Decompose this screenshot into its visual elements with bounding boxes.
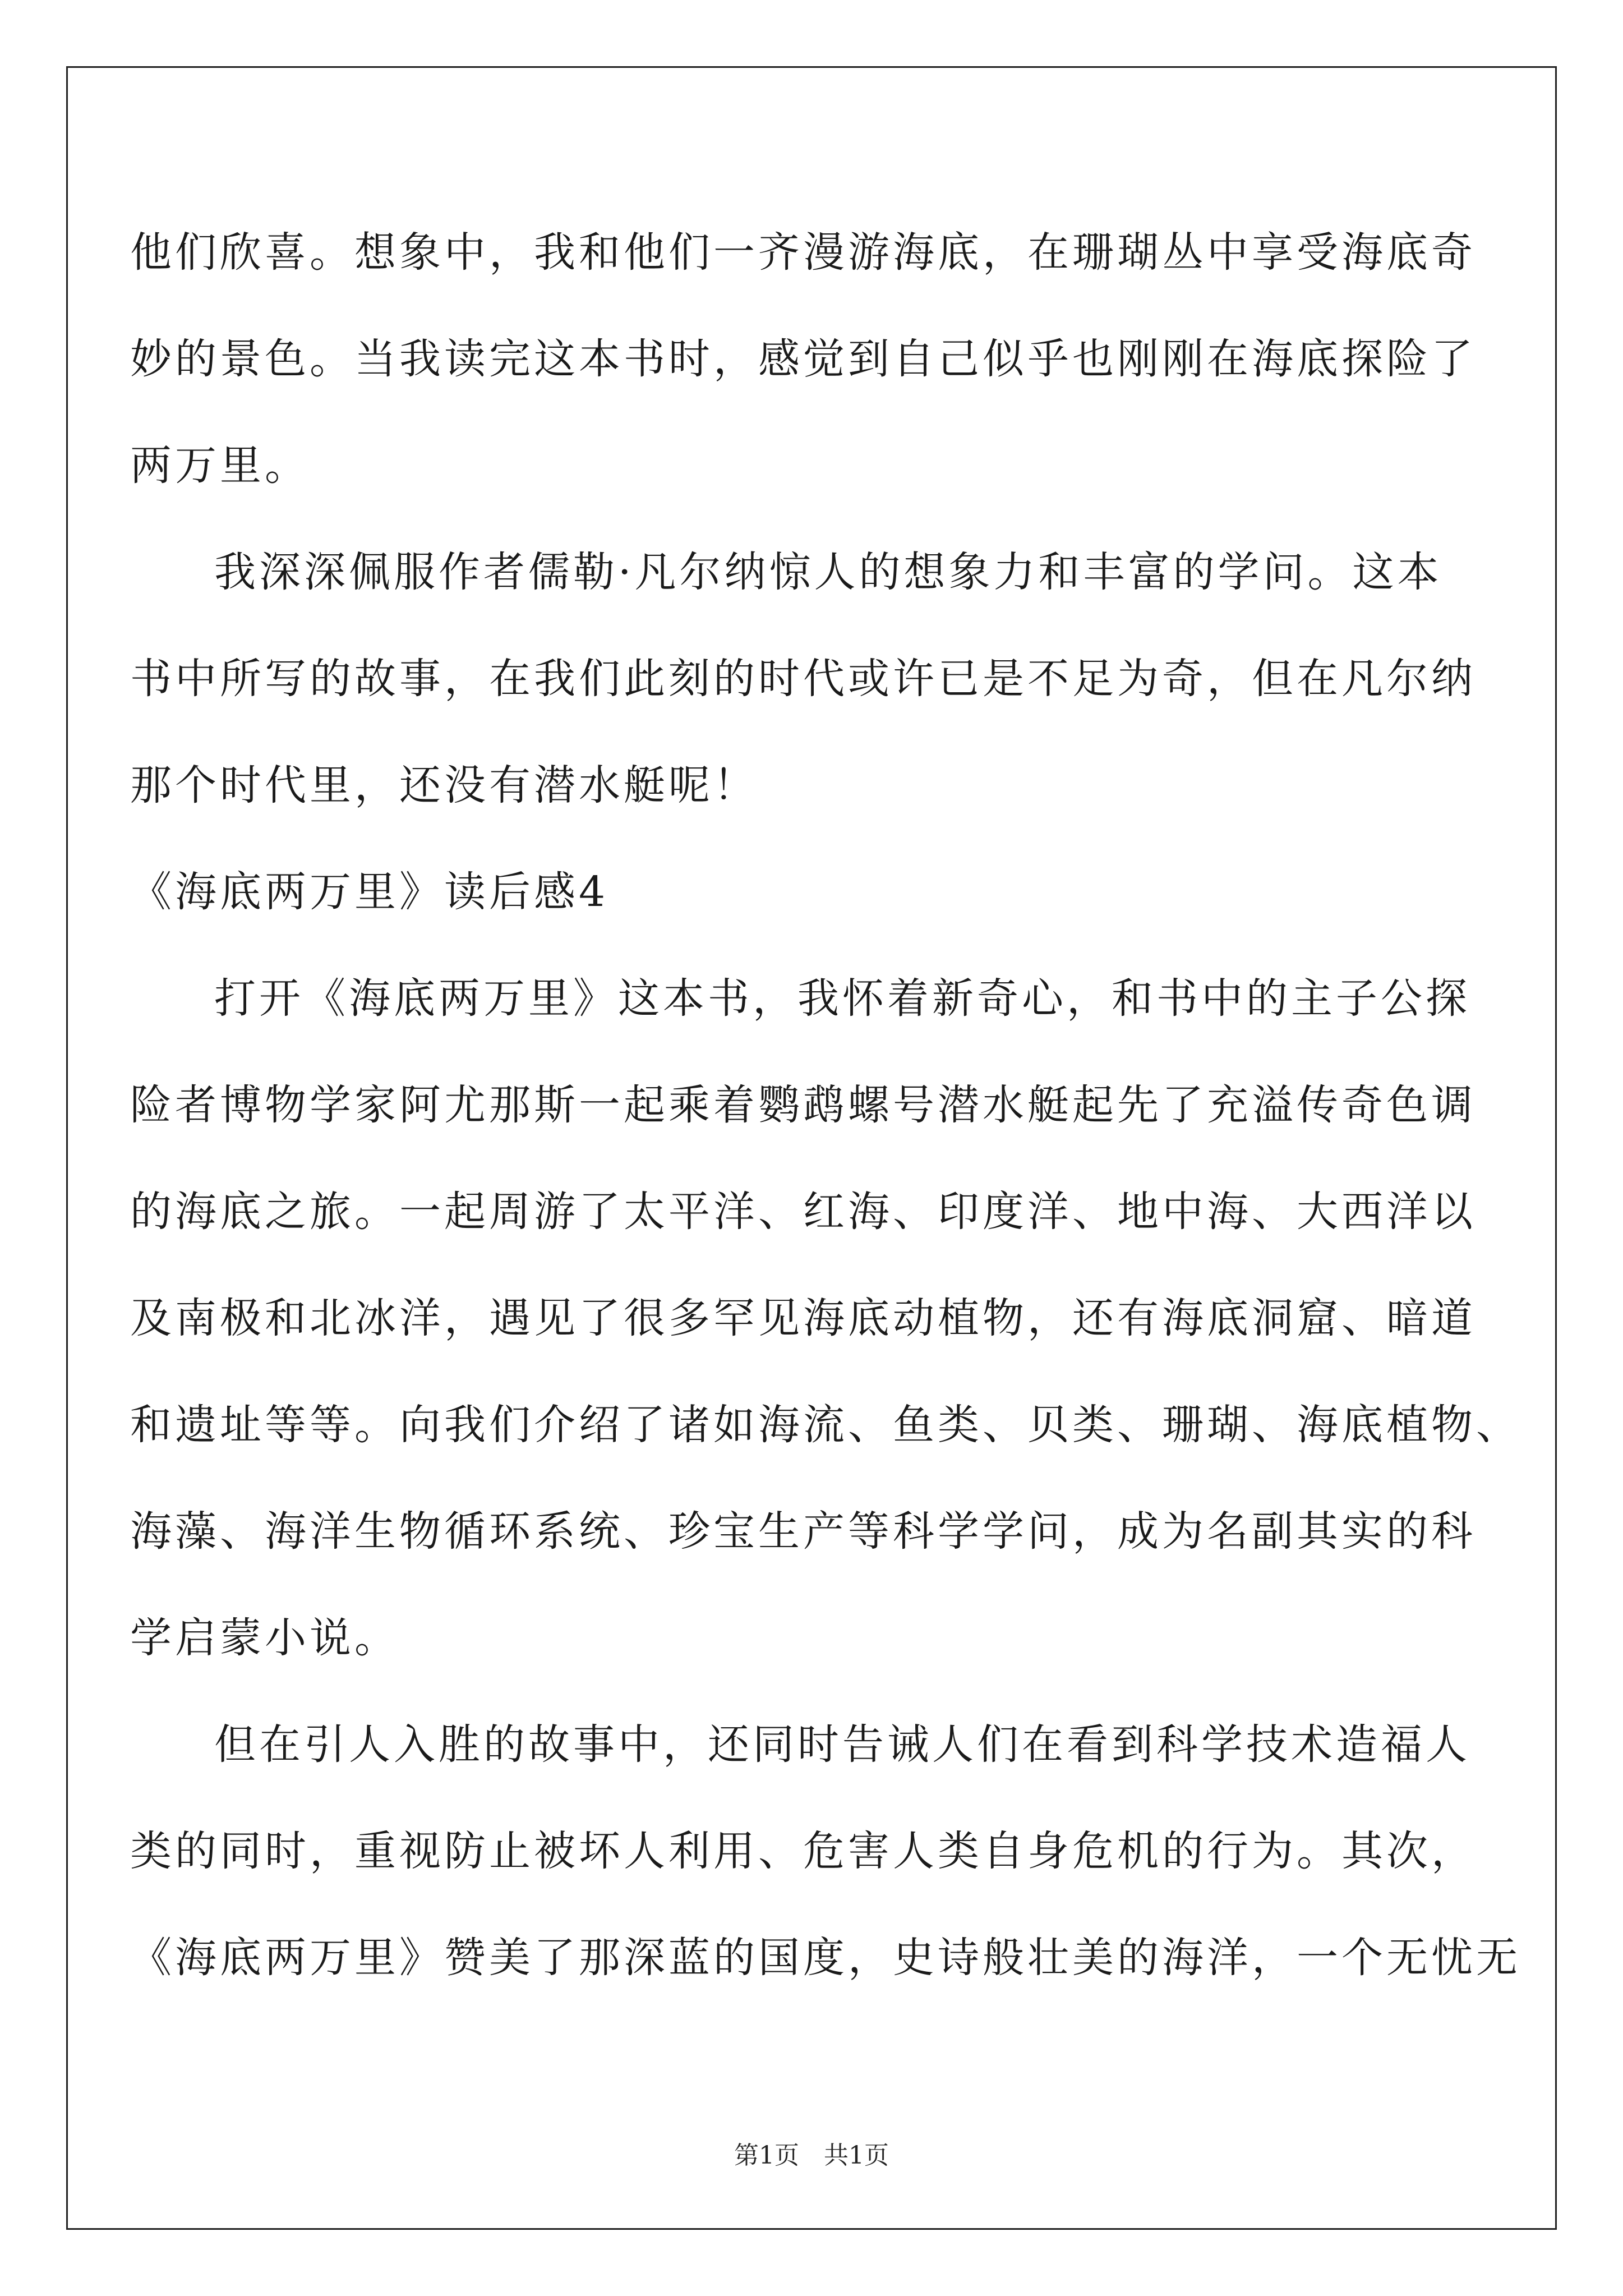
text-line: 打开《海底两万里》这本书，我怀着新奇心，和书中的主子公探: [214, 974, 1470, 1023]
text-line: 类的同时，重视防止被坏人利用、危害人类自身危机的行为。其次，: [130, 1827, 1476, 1875]
text-line: 和遗址等等。向我们介绍了诸如海流、鱼类、贝类、珊瑚、海底植物、: [130, 1401, 1521, 1449]
text-line: 险者博物学家阿尤那斯一起乘着鹦鹉螺号潜水艇起先了充溢传奇色调: [130, 1081, 1476, 1129]
text-line: 两万里。: [130, 441, 310, 490]
text-line: 海藻、海洋生物循环系统、珍宝生产等科学学问，成为名副其实的科: [130, 1507, 1476, 1556]
text-line: 学启蒙小说。: [130, 1614, 399, 1662]
section-heading: 《海底两万里》读后感4: [130, 868, 609, 916]
text-line: 及南极和北冰洋，遇见了很多罕见海底动植物，还有海底洞窟、暗道: [130, 1294, 1476, 1342]
page-footer: [0, 2140, 1623, 2171]
text-line: 书中所写的故事，在我们此刻的时代或许已是不足为奇，但在凡尔纳: [130, 655, 1476, 703]
page-border: [66, 66, 1557, 2230]
text-line: 妙的景色。当我读完这本书时，感觉到自己似乎也刚刚在海底探险了: [130, 335, 1476, 383]
page-number: 第1页: [734, 2141, 799, 2170]
text-line: 《海底两万里》赞美了那深蓝的国度，史诗般壮美的海洋，一个无忧无: [130, 1934, 1521, 1982]
text-line: 他们欣喜。想象中，我和他们一齐漫游海底，在珊瑚丛中享受海底奇: [130, 228, 1476, 277]
text-line: 那个时代里，还没有潜水艇呢！: [130, 761, 758, 809]
text-line: 但在引人入胜的故事中，还同时告诫人们在看到科学技术造福人: [214, 1720, 1470, 1769]
text-line: 我深深佩服作者儒勒·凡尔纳惊人的想象力和丰富的学问。这本: [214, 548, 1442, 596]
page-total: 共1页: [824, 2141, 889, 2170]
text-line: 的海底之旅。一起周游了太平洋、红海、印度洋、地中海、大西洋以: [130, 1188, 1476, 1236]
